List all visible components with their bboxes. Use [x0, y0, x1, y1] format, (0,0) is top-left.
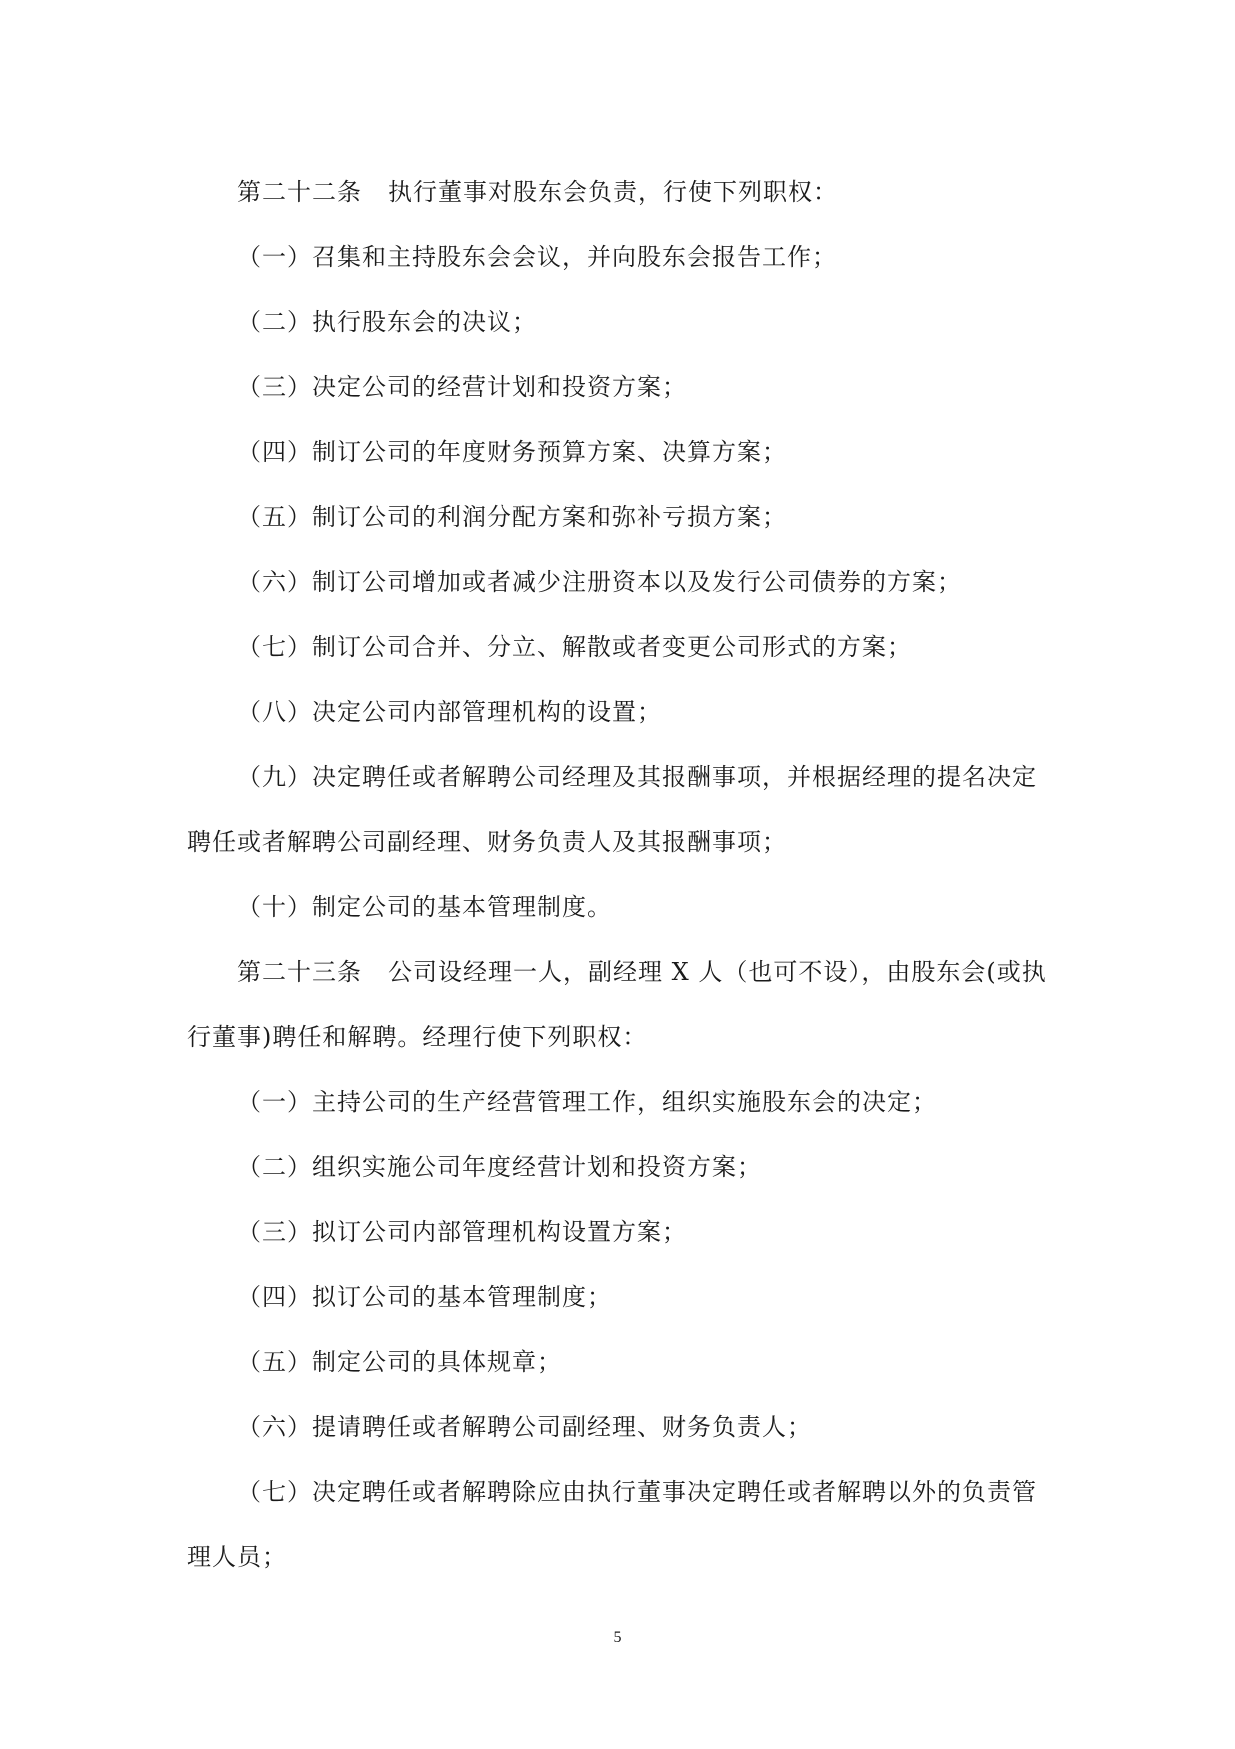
article-23-item-5: （五）制定公司的具体规章；	[237, 1348, 562, 1376]
article-22-heading	[187, 160, 1047, 225]
article-22-item-7: （七）制订公司合并、分立、解散或者变更公司形式的方案；	[237, 633, 912, 661]
article-22-item-1: （一）召集和主持股东会会议，并向股东会报告工作；	[237, 243, 837, 271]
article-23-item-4: （四）拟订公司的基本管理制度；	[237, 1283, 612, 1311]
article-22-item-9-line-1: （九）决定聘任或者解聘公司经理及其报酬事项，并根据经理的提名决定	[237, 763, 1037, 791]
article-22-item-6: （六）制订公司增加或者减少注册资本以及发行公司债券的方案；	[237, 568, 962, 596]
article-23-item-6: （六）提请聘任或者解聘公司副经理、财务负责人；	[237, 1413, 812, 1441]
article-22-item-4: （四）制订公司的年度财务预算方案、决算方案；	[237, 438, 787, 466]
article-22-item-3: （三）决定公司的经营计划和投资方案；	[237, 373, 687, 401]
article-23-title-line-2: 行董事)聘任和解聘。经理行使下列职权：	[187, 1023, 648, 1051]
article-23-heading	[187, 940, 1047, 1005]
article-23-item-3: （三）拟订公司内部管理机构设置方案；	[237, 1218, 687, 1246]
article-23-item-1: （一）主持公司的生产经营管理工作，组织实施股东会的决定；	[237, 1088, 937, 1116]
article-22-item-8: （八）决定公司内部管理机构的设置；	[237, 698, 662, 726]
article-22-item-10: （十）制定公司的基本管理制度。	[237, 893, 612, 921]
article-23-item-7-line-2: 理人员；	[187, 1543, 287, 1571]
article-23-number: 第二十三条	[237, 958, 362, 986]
article-22-item-9-line-2: 聘任或者解聘公司副经理、财务负责人及其报酬事项；	[187, 828, 787, 856]
article-23-item-2: （二）组织实施公司年度经营计划和投资方案；	[237, 1153, 762, 1181]
article-22-title: 执行董事对股东会负责，行使下列职权：	[388, 178, 838, 206]
page-number: 5	[613, 1629, 622, 1646]
document-body	[187, 160, 1047, 1590]
article-23-item-7-line-1: （七）决定聘任或者解聘除应由执行董事决定聘任或者解聘以外的负责管	[237, 1478, 1037, 1506]
article-22-item-2: （二）执行股东会的决议；	[237, 308, 537, 336]
article-22-number: 第二十二条	[237, 178, 362, 206]
article-23-title-line-1: 公司设经理一人，副经理 X 人（也可不设），由股东会(或执	[388, 958, 1047, 986]
article-22-item-5: （五）制订公司的利润分配方案和弥补亏损方案；	[237, 503, 787, 531]
